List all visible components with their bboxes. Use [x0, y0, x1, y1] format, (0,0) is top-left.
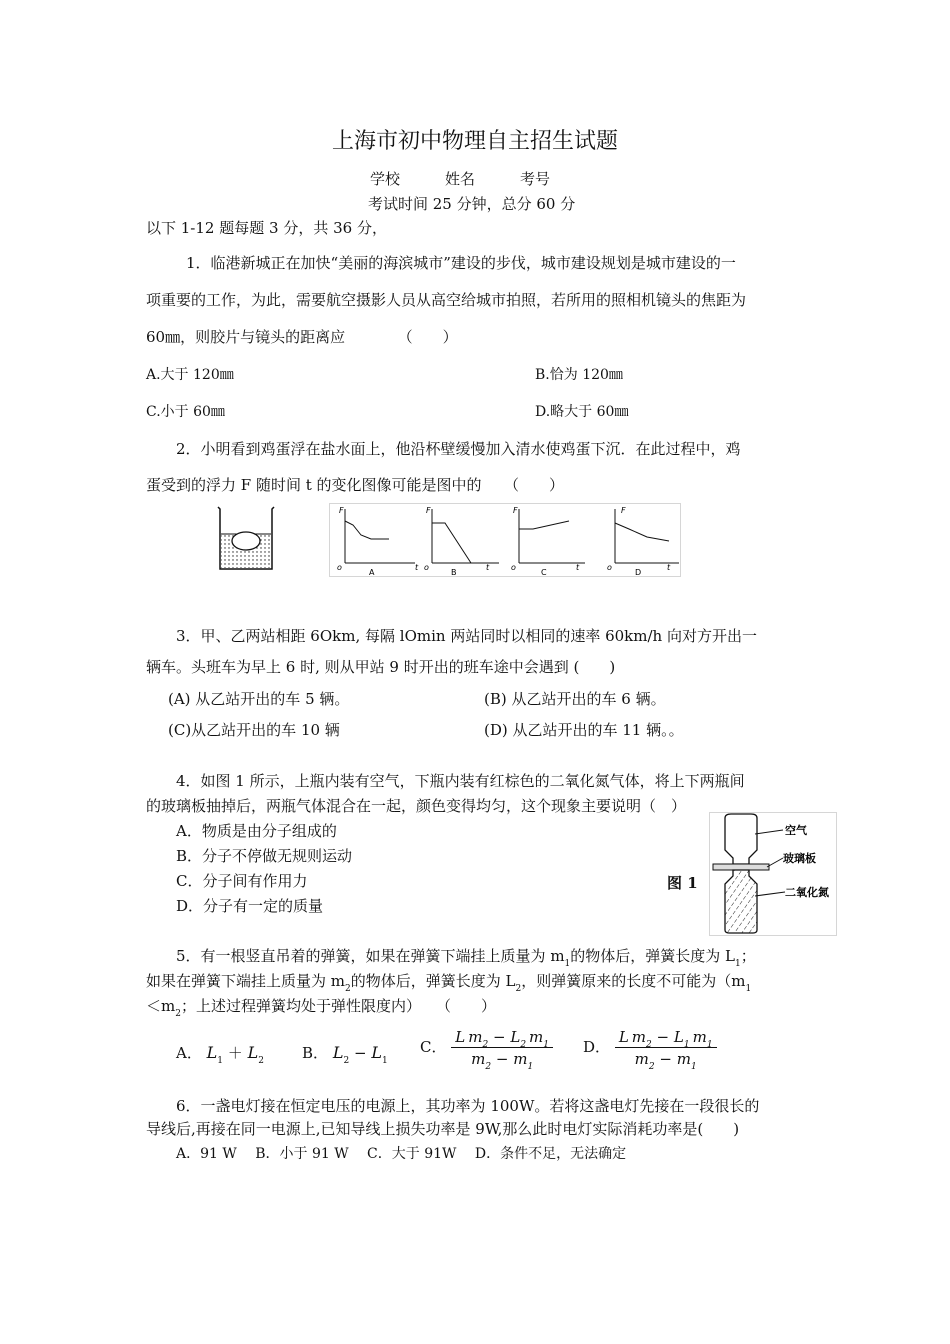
q1-line1: 1．临港新城正在加快“美丽的海滨城市”建设的步伐，城市建设规划是城市建设的一	[186, 254, 736, 272]
graph-a-axis-x: t	[415, 563, 419, 572]
graph-b	[424, 506, 499, 577]
q6-line1: 6．一盏电灯接在恒定电压的电源上，其功率为 100W。若将这盏电灯先接在一段很长的	[176, 1097, 760, 1115]
graph-d-label: D	[635, 568, 642, 577]
glass-plate	[713, 864, 769, 870]
q5-option-c: C． $\frac{L m_2 - L_2 m_1}{m_2 - m_1}$	[420, 1028, 553, 1068]
upper-bottle	[725, 814, 757, 864]
q2-line2: 蛋受到的浮力 F 随时间 t 的变化图像可能是图中的 （ ）	[146, 476, 565, 494]
label-glass-plate: 玻璃板	[783, 852, 816, 865]
q1-option-a: A.大于 120㎜	[146, 367, 234, 383]
figure-1-label: 图 1	[667, 874, 698, 892]
q3-option-d: (D) 从乙站开出的车 11 辆。。	[484, 721, 684, 739]
q6-options: A．91 W B．小于 91 W C．大于 91W D．条件不足，无法确定	[176, 1146, 627, 1162]
q4-option-d: D．分子有一定的质量	[176, 897, 324, 915]
graph-a-origin: o	[337, 563, 342, 572]
graph-b-origin: o	[424, 563, 429, 572]
q1-option-d: D.略大于 60㎜	[535, 404, 629, 420]
graph-c-axis-x: t	[576, 563, 580, 572]
graph-d	[607, 506, 679, 577]
q1-line3: 60㎜，则胶片与镜头的距离应 （ ）	[146, 328, 458, 346]
q1-option-b: B.恰为 120㎜	[535, 367, 623, 383]
q1-option-c: C.小于 60㎜	[146, 404, 225, 420]
graph-b-label: B	[451, 568, 457, 577]
two-bottles-figure	[709, 812, 837, 936]
q3-option-c: (C)从乙站开出的车 10 辆	[168, 721, 340, 739]
graph-c-axis-y: F	[513, 506, 518, 515]
lower-bottle	[725, 870, 757, 933]
graph-b-axis-x: t	[486, 563, 490, 572]
graph-a	[337, 506, 419, 577]
beaker-egg-figure	[212, 503, 280, 575]
q3-option-a: (A) 从乙站开出的车 5 辆。	[168, 690, 350, 708]
q3-line1: 3．甲、乙两站相距 6Okm, 每隔 lOmin 两站同时以相同的速率 60km/h 向对方开出一	[176, 627, 757, 645]
graph-b-axis-y: F	[426, 506, 431, 515]
q4-option-b: B．分子不停做无规则运动	[176, 847, 353, 865]
exam-info: 考试时间 25 分钟，总分 60 分	[368, 195, 576, 213]
q2-line1: 2．小明看到鸡蛋浮在盐水面上，他沿杯壁缓慢加入清水使鸡蛋下沉．在此过程中，鸡	[176, 440, 741, 458]
label-no2: 二氧化氮	[785, 886, 829, 899]
q4-line2: 的玻璃板抽掉后，两瓶气体混合在一起，颜色变得均匀，这个现象主要说明（ ）	[146, 797, 687, 815]
q6-line2: 导线后,再接在同一电源上,已知导线上损失功率是 9W,那么此时电灯实际消耗功率是( )	[146, 1120, 740, 1138]
q5-option-a: A． $L_1 + L_2$	[176, 1043, 264, 1066]
q5-option-d: D． $\frac{L m_2 - L_1 m_1}{m_2 - m_1}$	[583, 1028, 717, 1068]
q4-option-a: A．物质是由分子组成的	[176, 822, 337, 840]
q5-line2: 如果在弹簧下端挂上质量为 $m_2$的物体后，弹簧长度为 $L_2$，则弹簧原来的长度不可能为（$m_1$	[146, 972, 752, 994]
egg-shape	[232, 532, 260, 550]
label-air: 空气	[785, 824, 807, 837]
graph-a-label: A	[369, 568, 375, 577]
q1-line2: 项重要的工作，为此，需要航空摄影人员从高空给城市拍照，若所用的照相机镜头的焦距为	[146, 291, 747, 309]
q4-option-c: C．分子间有作用力	[176, 872, 308, 890]
header-fields: 学校 姓名 考号	[370, 170, 551, 188]
q5-line3: $<m_2$；上述过程弹簧均处于弹性限度内） （ ）	[146, 997, 496, 1019]
graph-a-axis-y: F	[339, 506, 344, 515]
q5-line1: 5．有一根竖直吊着的弹簧，如果在弹簧下端挂上质量为 $m_1$的物体后，弹簧长度为 $L_1$；	[176, 947, 756, 969]
graph-d-origin: o	[607, 563, 612, 572]
q3-option-b: (B) 从乙站开出的车 6 辆。	[484, 690, 666, 708]
graph-c-label: C	[541, 568, 547, 577]
graph-c	[511, 506, 585, 577]
q4-line1: 4．如图 1 所示，上瓶内装有空气，下瓶内装有红棕色的二氧化氮气体，将上下两瓶间	[176, 772, 745, 790]
page-title: 上海市初中物理自主招生试题	[331, 129, 618, 154]
graph-c-origin: o	[511, 563, 516, 572]
graph-d-axis-y: F	[621, 506, 626, 515]
graph-d-axis-x: t	[667, 563, 671, 572]
q3-line2: 辆车。头班车为早上 6 时, 则从甲站 9 时开出的班车途中会遇到 ( )	[146, 658, 616, 676]
q5-option-b: B． $L_2 - L_1$	[302, 1043, 388, 1066]
q2-graphs	[329, 503, 681, 577]
section-intro: 以下 1-12 题每题 3 分，共 36 分，	[146, 219, 387, 237]
